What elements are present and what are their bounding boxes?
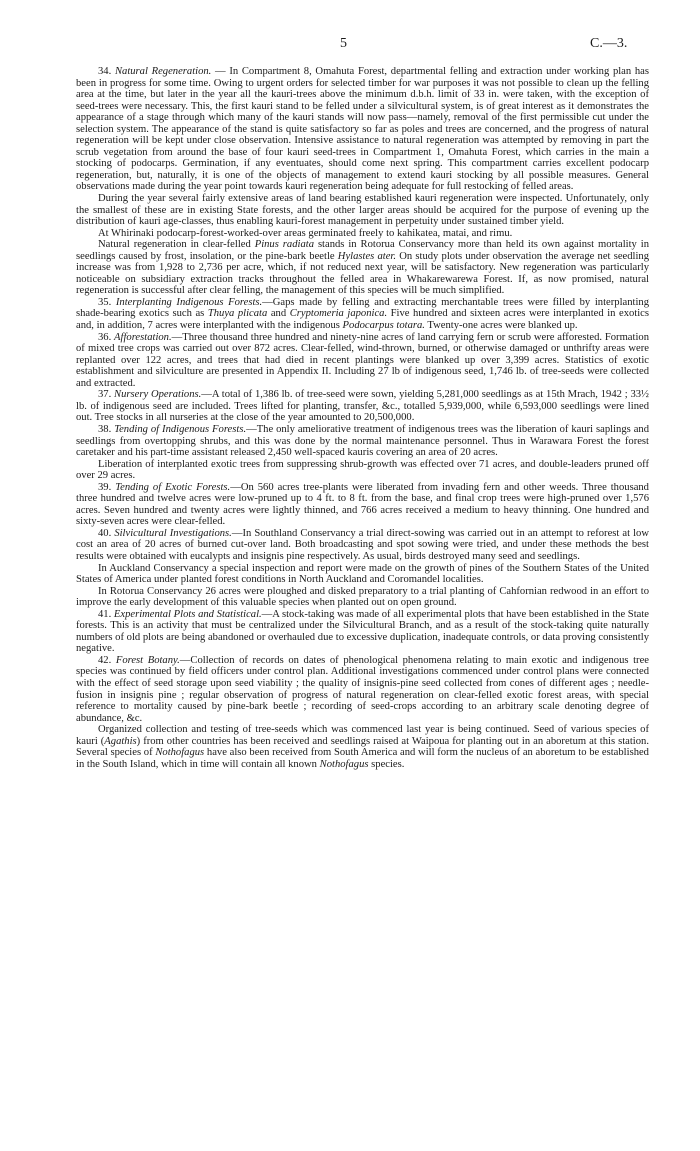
paragraph-text: —In Southland Conservancy a trial direct-sowing was carried out in an attempt to reforest at low cost an area of 20 acres of burned cut-over land. Both broadcasting and spot sowing were tried, and under these methods the best results were obtained with eucalypts and insignis pine respectively. As usual, birds destroyed many seed and seedlings. <box>76 527 649 562</box>
paragraph-text: Liberation of interplanted exotic trees from suppressing shrub-growth was effected over 71 acres, and double-leaders pruned off over 29 acres. <box>76 458 649 482</box>
paragraph-37 <box>76 389 649 424</box>
paragraph-35 <box>76 297 649 332</box>
paragraph-text: —Three thousand three hundred and ninety-nine acres of land carrying fern or scrub were afforested. Formation of mixed tree crops was carried out over 872 acres. Clear-felled, wind-thrown, burned, or otherwise damaged or unthrifty areas were replanted over 122 acres, and trees that had died in recent plantings were blanked up over 3,399 acres. Statistics of exotic establishment and silviculture are presented in Appendix II. Including 27 lb of indigenous seed, 1,746 lb. of tree-seeds were collected and extracted. <box>76 331 649 389</box>
paragraph-text: ) from other countries has been received and seedlings raised at Waipoua for planting out in an aboretum at this station. Several species of <box>76 735 649 759</box>
paragraph-text: Five hundred and sixteen acres were interplanted in exotics and, in addition, 7 acres were interplanted with the indigenous <box>76 308 650 332</box>
page-header <box>0 38 700 54</box>
paragraph-text: have also been received from South America and will form the nucleus of an aboretum to be established in the South Island, which in time will contain all known <box>76 747 649 770</box>
paragraph-text: —Gaps made by felling and extracting merchantable trees were filled by interplanting shade-bearing exotics such as <box>76 296 649 320</box>
paragraph-text: In Auckland Conservancy a special inspection and report were made on the growth of pines of the Southern States of the United States of America under planted forest conditions in North Auckland and Coromandel localities. <box>76 562 649 586</box>
section-number: 34. <box>98 66 112 77</box>
paragraph-39 <box>76 482 649 528</box>
paragraph-40 <box>76 528 649 563</box>
paragraph-text: —On 560 acres tree-plants were liberated from invading fern and other weeds. Three thousand three hundred and twelve acres were low-pruned up to 4 ft. to 8 ft. from the base, and final crop trees were high-pruned over 1,576 acres. Seven hundred and twenty acres were lightly thinned, and 766 acres received a medium to heavy thinning. One hundred and sixty-seven acres were clear-felled. <box>76 481 649 528</box>
paragraph <box>76 724 649 770</box>
paragraph-text: —The only ameliorative treatment of indigenous trees was the liberation of kauri saplings and seedlings from overtopping shrubs, and this was done by the normal maintenance personnel. Thus in Warawara Forest the forest caretaker and his part-time assistant released 2,450 well-spaced kauris covering an area of 20 acres. <box>76 423 649 459</box>
paragraph-text: species. <box>368 758 405 770</box>
section-number: 36. <box>98 331 112 343</box>
section-number: 38. <box>98 423 112 435</box>
species-name: Thuya plicata <box>207 308 268 320</box>
paragraph-text: stands in Rotorua Conservancy more than held its own against mortality in seedlings caused by frost, insolation, or the pine-bark beetle <box>76 239 650 262</box>
paragraph-text: and <box>267 308 290 320</box>
paragraph-text: On study plots under observation the average net seedling increase was from 1,928 to 2,736 per acre, which, if not reduced next year, will be satisfactory. New regeneration was particularly noticeable on subsidiary extraction tracks throughout the felled area in Whakarewarewa Forest. If, as now promised, natural regeneration is successful after clear felling, the management of this species will be much simplified. <box>76 250 650 297</box>
paragraph <box>76 459 649 482</box>
genus-name: Nothofagus <box>155 747 205 759</box>
section-heading: Tending of Indigenous Forests. <box>114 423 247 435</box>
section-heading: Afforestation. <box>114 331 172 343</box>
section-number: 41. <box>98 608 112 620</box>
document-reference: C.—3. <box>590 36 628 51</box>
genus-name: Agathis <box>104 735 137 747</box>
paragraph <box>76 193 649 228</box>
paragraph-text: Twenty-one acres were blanked up. <box>424 320 578 332</box>
section-number: 42. <box>98 654 112 666</box>
paragraph-34 <box>76 66 649 193</box>
section-heading: Silvicultural Investigations. <box>114 527 232 539</box>
paragraph <box>76 228 649 240</box>
section-heading: Experimental Plots and Statistical. <box>113 608 262 620</box>
paragraph-text: Organized collection and testing of tree-seeds which was commenced last year is being continued. Seed of various species of kauri ( <box>76 724 649 747</box>
paragraph-text: At Whirinaki podocarp-forest-worked-over areas germinated freely to kahikatea, matai, and rimu. <box>98 227 513 239</box>
paragraph <box>76 239 649 297</box>
section-number: 39. <box>98 481 112 493</box>
section-heading: Tending of Exotic Forests. <box>115 481 231 493</box>
section-heading: Nursery Operations. <box>114 389 202 401</box>
species-name: Podocarpus totara. <box>342 320 425 332</box>
genus-name: Nothofagus <box>319 758 369 770</box>
document-body <box>76 66 649 770</box>
section-heading: Forest Botany. <box>115 654 180 666</box>
paragraph <box>76 586 649 609</box>
paragraph-text: —A total of 1,386 lb. of tree-seed were sown, yielding 5,281,000 seedlings as at 15th Mrach, 1942 ; 33½ lb. of indigenous seed are included. Trees lifted for planting, transfer, &c., totalled 5,939,000, while 6,593,000 seedlings were lined out. Tree stocks in all nurseries at the close of the year amounted to 20,500,000. <box>76 389 649 424</box>
page-number: 5 <box>340 36 347 51</box>
paragraph-42 <box>76 655 649 724</box>
species-name: Pinus radiata <box>254 239 314 251</box>
paragraph-text: —A stock-taking was made of all experimental plots that have been established in the State forests. This is an activity that must be centralized under the Silvicultural Branch, and as a result of the stock-taking quite naturally numbers of old plots are being abandoned or overhauled due to excessive duplication, inadequate controls, or data proving consistently negative. <box>76 608 649 655</box>
paragraph-text: Natural regeneration in clear-felled <box>98 239 255 251</box>
species-name: Cryptomeria japonica. <box>289 308 388 320</box>
section-heading: Natural Regeneration. <box>114 66 212 77</box>
paragraph-text: — In Compartment 8, Omahuta Forest, departmental felling and extraction under working plan has been in progress for some time. Owing to urgent orders for selected timber for war purposes it was not possible to clean up the felling area at the time, but later in the year all the kauri-trees above the minimum d.b.h. limit of 33 in. were taken, with the exception of seed-trees were necessary. This, the first kauri stand to be felled under a silvicultural system, is of great interest as it demonstrates the appearance of a stage through which many of the kauri stands will now pass—namely, removal of the first permissible cut under the selection system. The appearance of the stand is quite satisfactory so far as poles and trees are concerned, and the progress of natural regeneration will be kept under close observation. Intensive assistance to natural regeneration was attempted by removing in part the scrub vegetation from around the base of four kauri seed-trees in Compartment 1, Omahuta Forest, which carries in the main a stocking of podocarps. Germination, if any eventuates, should come next spring. This compartment carries excellent podocarp regeneration, but, naturally, it is one of the objects of management to extend kauri stocking by all possible measures. General observations made during the year point towards kauri regeneration being adequate for full restocking of felled areas. <box>76 66 649 193</box>
paragraph <box>76 563 649 586</box>
paragraph-text: In Rotorua Conservancy 26 acres were ploughed and disked preparatory to a trial planting of Cahfornian redwood in an effort to improve the early development of this valuable species when planted out on open ground. <box>76 585 649 609</box>
paragraph-36 <box>76 332 649 390</box>
paragraph-38 <box>76 424 649 459</box>
section-heading: Interplanting Indigenous Forests. <box>115 296 263 308</box>
species-name: Hylastes ater. <box>337 250 397 262</box>
paragraph-text: —Collection of records on dates of phenological phenomena relating to main exotic and indigenous tree species was continued by field officers under control plan. Additional investigations commenced under control plans were connected with the effect of seed storage upon seed viability ; the quality of insignis-pine seed collected from cones of different ages ; needle-fusion in insignis pine ; regular observation of progress of natural regeneration on clear-felled exotic forest areas, with special reference to mortality caused by pine-bark beetle ; recording of seed-crops according to an arbitrary scale denoting degree of abundance, &c. <box>76 654 649 724</box>
section-number: 35. <box>98 296 112 308</box>
section-number: 37. <box>98 389 112 401</box>
section-number: 40. <box>98 527 112 539</box>
paragraph-text: During the year several fairly extensive areas of land bearing established kauri regeneration were inspected. Unfortunately, only the smallest of these are in existing State forests, and the other larger areas should be acquired for the purpose of evening up the distribution of kauri age-classes, thus enabling kauri-forest management in perpetuity under sustained timber yield. <box>76 193 649 228</box>
paragraph-41 <box>76 609 649 655</box>
